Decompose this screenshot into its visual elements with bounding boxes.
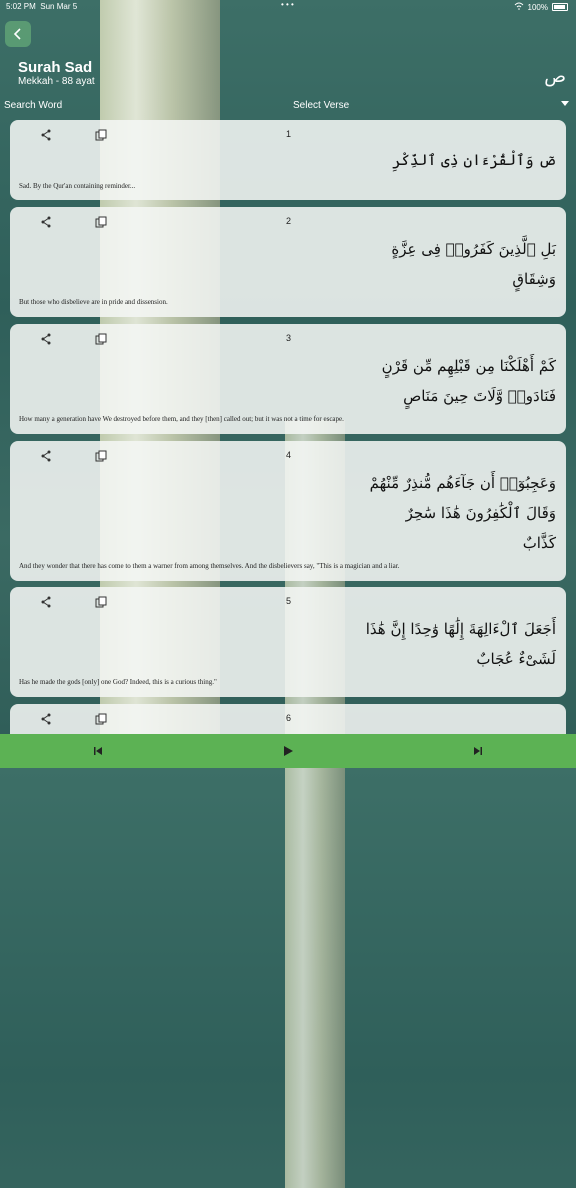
verse-arabic (392, 145, 556, 175)
status-right (514, 2, 568, 12)
audio-player-bar (0, 734, 576, 768)
previous-button[interactable] (89, 742, 107, 760)
copy-icon[interactable] (95, 713, 107, 725)
verse-arabic (391, 234, 556, 294)
verse-number: 2 (286, 216, 292, 226)
copy-icon[interactable] (95, 596, 107, 608)
search-word-button[interactable]: Search Word (4, 100, 63, 111)
chevron-left-icon (13, 28, 23, 40)
verse-number: 4 (286, 450, 292, 460)
verse-translation: How many a generation have We destroyed before them, and they [then] called out; but it was not a time for escape. (19, 415, 344, 423)
verse-translation: And they wonder that there has come to them a warner from among themselves. And the disbelievers say, "This is a magician and a liar. (19, 562, 400, 570)
status-time (6, 2, 77, 11)
chevron-down-icon[interactable] (561, 101, 569, 106)
share-icon[interactable] (40, 596, 52, 608)
verse-arabic-line: صٓ وَٱلْقُرْءَانِ ذِى ٱلذِّكْرِ (392, 151, 556, 169)
verse-number: 5 (286, 596, 292, 606)
next-button[interactable] (469, 742, 487, 760)
status-dots: • • • (281, 0, 294, 9)
verse-arabic-line: كَمْ أَهْلَكْنَا مِن قَبْلِهِم مِّن قَرْنٍ (381, 357, 556, 375)
verse-translation: But those who disbelieve are in pride and dissension. (19, 298, 168, 306)
copy-icon[interactable] (95, 129, 107, 141)
verse-card (10, 704, 566, 734)
select-verse-dropdown[interactable]: Select Verse (293, 100, 350, 111)
verse-number: 1 (286, 129, 292, 139)
verse-translation: Has he made the gods [only] one God? Indeed, this is a curious thing." (19, 678, 217, 686)
verse-card (10, 207, 566, 317)
play-button[interactable] (279, 742, 297, 760)
back-button[interactable] (5, 21, 31, 47)
verse-arabic-line: وَقَالَ ٱلْكَٰفِرُونَ هَٰذَا سَٰحِرٌ (405, 504, 556, 522)
verse-number: 6 (286, 713, 292, 723)
surah-subtitle: Mekkah - 88 ayat (18, 76, 95, 87)
verse-arabic-line: لَشَىْءٌ عُجَابٌ (476, 650, 556, 668)
copy-icon[interactable] (95, 216, 107, 228)
share-icon[interactable] (40, 713, 52, 725)
verse-arabic-line: وَعَجِبُوٓا۟ أَن جَآءَهُم مُّنذِرٌ مِّنْهُمْ (369, 474, 556, 492)
verse-arabic-line: كَذَّابٌ (522, 534, 556, 552)
share-icon[interactable] (40, 216, 52, 228)
verse-translation: Sad. By the Qur'an containing reminder... (19, 182, 136, 190)
verse-card (10, 587, 566, 697)
verse-arabic-line: وَشِقَاقٍ (512, 270, 556, 288)
share-icon[interactable] (40, 333, 52, 345)
verse-arabic-line: بَلِ ٱلَّذِينَ كَفَرُوا۟ فِى عِزَّةٍ (391, 240, 556, 258)
verse-list[interactable] (0, 120, 576, 734)
share-icon[interactable] (40, 450, 52, 462)
battery-icon (552, 3, 568, 11)
verse-number: 3 (286, 333, 292, 343)
wifi-icon (514, 2, 524, 12)
status-time-text: 5:02 PM (6, 2, 36, 11)
verse-arabic-line: أَجَعَلَ ٱلْءَالِهَةَ إِلَٰهًا وَٰحِدًا إِنَّ هَٰذَا (365, 620, 556, 638)
status-date: Sun Mar 5 (40, 2, 78, 11)
play-icon (282, 745, 294, 757)
verse-card (10, 120, 566, 200)
copy-icon[interactable] (95, 450, 107, 462)
status-bar (0, 0, 576, 14)
battery-percent: 100% (527, 2, 548, 12)
surah-title: Surah Sad (18, 59, 93, 76)
verse-card (10, 441, 566, 581)
verse-arabic (366, 614, 556, 674)
verse-arabic (370, 468, 556, 558)
share-icon[interactable] (40, 129, 52, 141)
skip-forward-icon (473, 746, 483, 756)
skip-back-icon (93, 746, 103, 756)
verse-card (10, 324, 566, 434)
copy-icon[interactable] (95, 333, 107, 345)
surah-arabic-name: ص (544, 66, 566, 87)
verse-arabic (382, 351, 556, 411)
verse-arabic-line: فَنَادَوا۟ وَّلَاتَ حِينَ مَنَاصٍ (403, 387, 556, 405)
